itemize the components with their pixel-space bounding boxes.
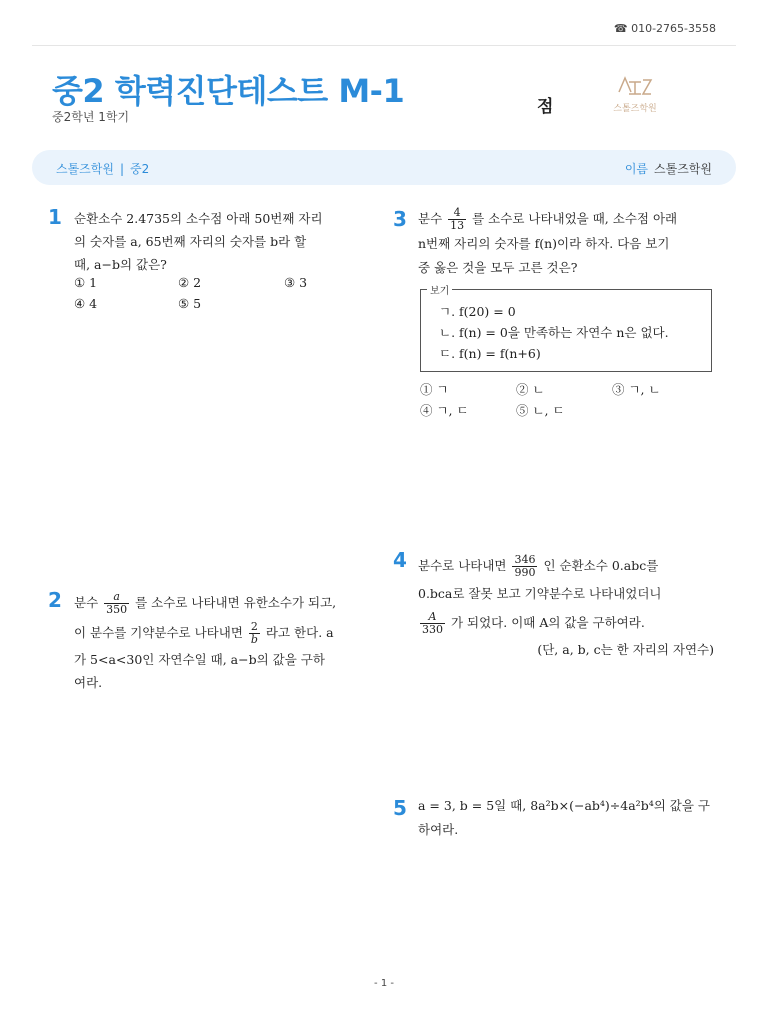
q3-choice-2[interactable]: ② ㄴ (516, 382, 545, 397)
q2-frac2-num: 2 (249, 621, 260, 634)
q3-line3: 중 옳은 것을 모두 고른 것은? (418, 260, 578, 275)
page-number: - 1 - (374, 978, 394, 989)
question-5-number: 5 (393, 796, 407, 820)
q2-line1-pre: 분수 (74, 595, 99, 610)
info-right (625, 160, 712, 177)
q3-line2: n번째 자리의 숫자를 f(n)이라 하자. 다음 보기 (418, 236, 670, 251)
q1-choice-2[interactable]: ② 2 (178, 275, 202, 290)
question-2-number: 2 (48, 588, 62, 612)
q3-line1-pre: 분수 (418, 211, 443, 226)
q2-frac1-num: a (104, 591, 129, 604)
q3-bogi-box (420, 286, 712, 372)
academy-name: 스톨즈학원 (56, 162, 114, 176)
q4-line1 (418, 550, 718, 581)
q1-line3: 때, a−b의 값은? (74, 257, 167, 272)
q4-line1-pre: 분수로 나타내면 (418, 558, 507, 573)
q2-line2-post: 라고 한다. a (265, 625, 334, 640)
q2-frac2-den: b (250, 633, 258, 646)
q4-fraction-1 (512, 554, 537, 579)
page-subtitle: 중2학년 1학기 (52, 110, 130, 124)
q4-line2: 0.bca로 잘못 보고 기약분수로 나타내었더니 (418, 586, 662, 601)
q1-choice-3[interactable]: ③ 3 (284, 275, 308, 290)
q3-line1-post: 를 소수로 나타내었을 때, 소수점 아래 (472, 211, 678, 226)
q4-frac1-den: 990 (514, 566, 536, 579)
q5-line2: 하여라. (418, 822, 459, 837)
logo-icon (615, 70, 655, 100)
q4-line3-post: 가 되었다. 이때 A의 값을 구하여라. (450, 615, 645, 630)
name-label: 이름 (624, 162, 649, 176)
info-bar (32, 150, 736, 185)
q3-choice-4[interactable]: ④ ㄱ, ㄷ (420, 403, 469, 418)
q1-line1: 순환소수 2.4735의 소수점 아래 50번째 자리 (74, 211, 323, 226)
q4-frac1-num: 346 (514, 553, 536, 566)
q2-line4: 여라. (74, 675, 103, 690)
question-1-choices (74, 275, 364, 317)
question-4-text (418, 550, 718, 662)
q2-fraction-2 (249, 621, 260, 646)
q2-line1 (74, 588, 374, 618)
q4-frac2-den: 330 (422, 623, 443, 636)
q3-bogi-item-2: ㄴ. f(n) = 0을 만족하는 자연수 n은 없다. (439, 325, 669, 340)
q1-line2: 의 숫자를 a, 65번째 자리의 숫자를 b라 할 (74, 234, 307, 249)
question-1-text (74, 207, 369, 276)
question-2-text (74, 588, 374, 694)
q3-choice-5[interactable]: ⑤ ㄴ, ㄷ (516, 403, 565, 418)
q4-line3 (418, 607, 718, 638)
q2-frac1-den: 350 (106, 603, 128, 616)
q1-choice-4[interactable]: ④ 4 (74, 296, 98, 311)
q1-choice-1[interactable]: ① 1 (74, 275, 98, 290)
info-left (56, 160, 149, 177)
q2-fraction-1 (104, 591, 129, 616)
q3-frac-den: 13 (450, 219, 465, 232)
q3-frac-num: 4 (448, 207, 466, 220)
q2-line2 (74, 618, 374, 648)
q3-bogi-item-3: ㄷ. f(n) = f(n+6) (439, 346, 541, 361)
question-4-number: 4 (393, 548, 407, 572)
q3-bogi-item-1: ㄱ. f(20) = 0 (439, 304, 516, 319)
score-label: 점 (537, 97, 554, 117)
question-5-text (418, 794, 718, 842)
header-divider (32, 45, 736, 46)
q1-choice-5[interactable]: ⑤ 5 (178, 296, 202, 311)
question-3-number: 3 (393, 207, 407, 231)
q4-line1-post: 0.abc를 (611, 558, 659, 573)
q3-fraction (448, 207, 466, 232)
name-value: 스톨즈학원 (654, 162, 712, 176)
q4-line1-mid: 인 순환소수 (543, 558, 608, 573)
question-3-text (418, 207, 718, 280)
grade-label: 중2 (130, 162, 150, 176)
q3-bogi-label: 보기 (427, 282, 452, 297)
q4-line4: (단, a, b, c는 한 자리의 자연수) (537, 642, 714, 657)
question-3-choices (420, 380, 710, 422)
q3-choice-3[interactable]: ③ ㄱ, ㄴ (612, 382, 661, 397)
q4-frac2-num: A (420, 611, 445, 624)
q4-fraction-2 (420, 611, 445, 636)
q3-choice-1[interactable]: ① ㄱ (420, 382, 449, 397)
q3-line1 (418, 207, 718, 232)
q2-line2-pre: 이 분수를 기약분수로 나타내면 (74, 625, 243, 640)
q5-line1: a = 3, b = 5일 때, 8a²b×(−ab⁴)÷4a²b⁴의 값을 구 (418, 798, 710, 813)
q2-line1-post: 를 소수로 나타내면 유한소수가 되고, (135, 595, 337, 610)
page-title: 중2 학력진단테스트 M-1 (52, 72, 405, 110)
phone-number: ☎ 010-2765-3558 (613, 22, 716, 35)
logo-text: 스톨즈학원 (613, 104, 657, 114)
separator: | (119, 162, 125, 176)
question-1-number: 1 (48, 205, 62, 229)
q2-line3: 가 5<a<30인 자연수일 때, a−b의 값을 구하 (74, 652, 325, 667)
academy-logo (605, 70, 665, 124)
